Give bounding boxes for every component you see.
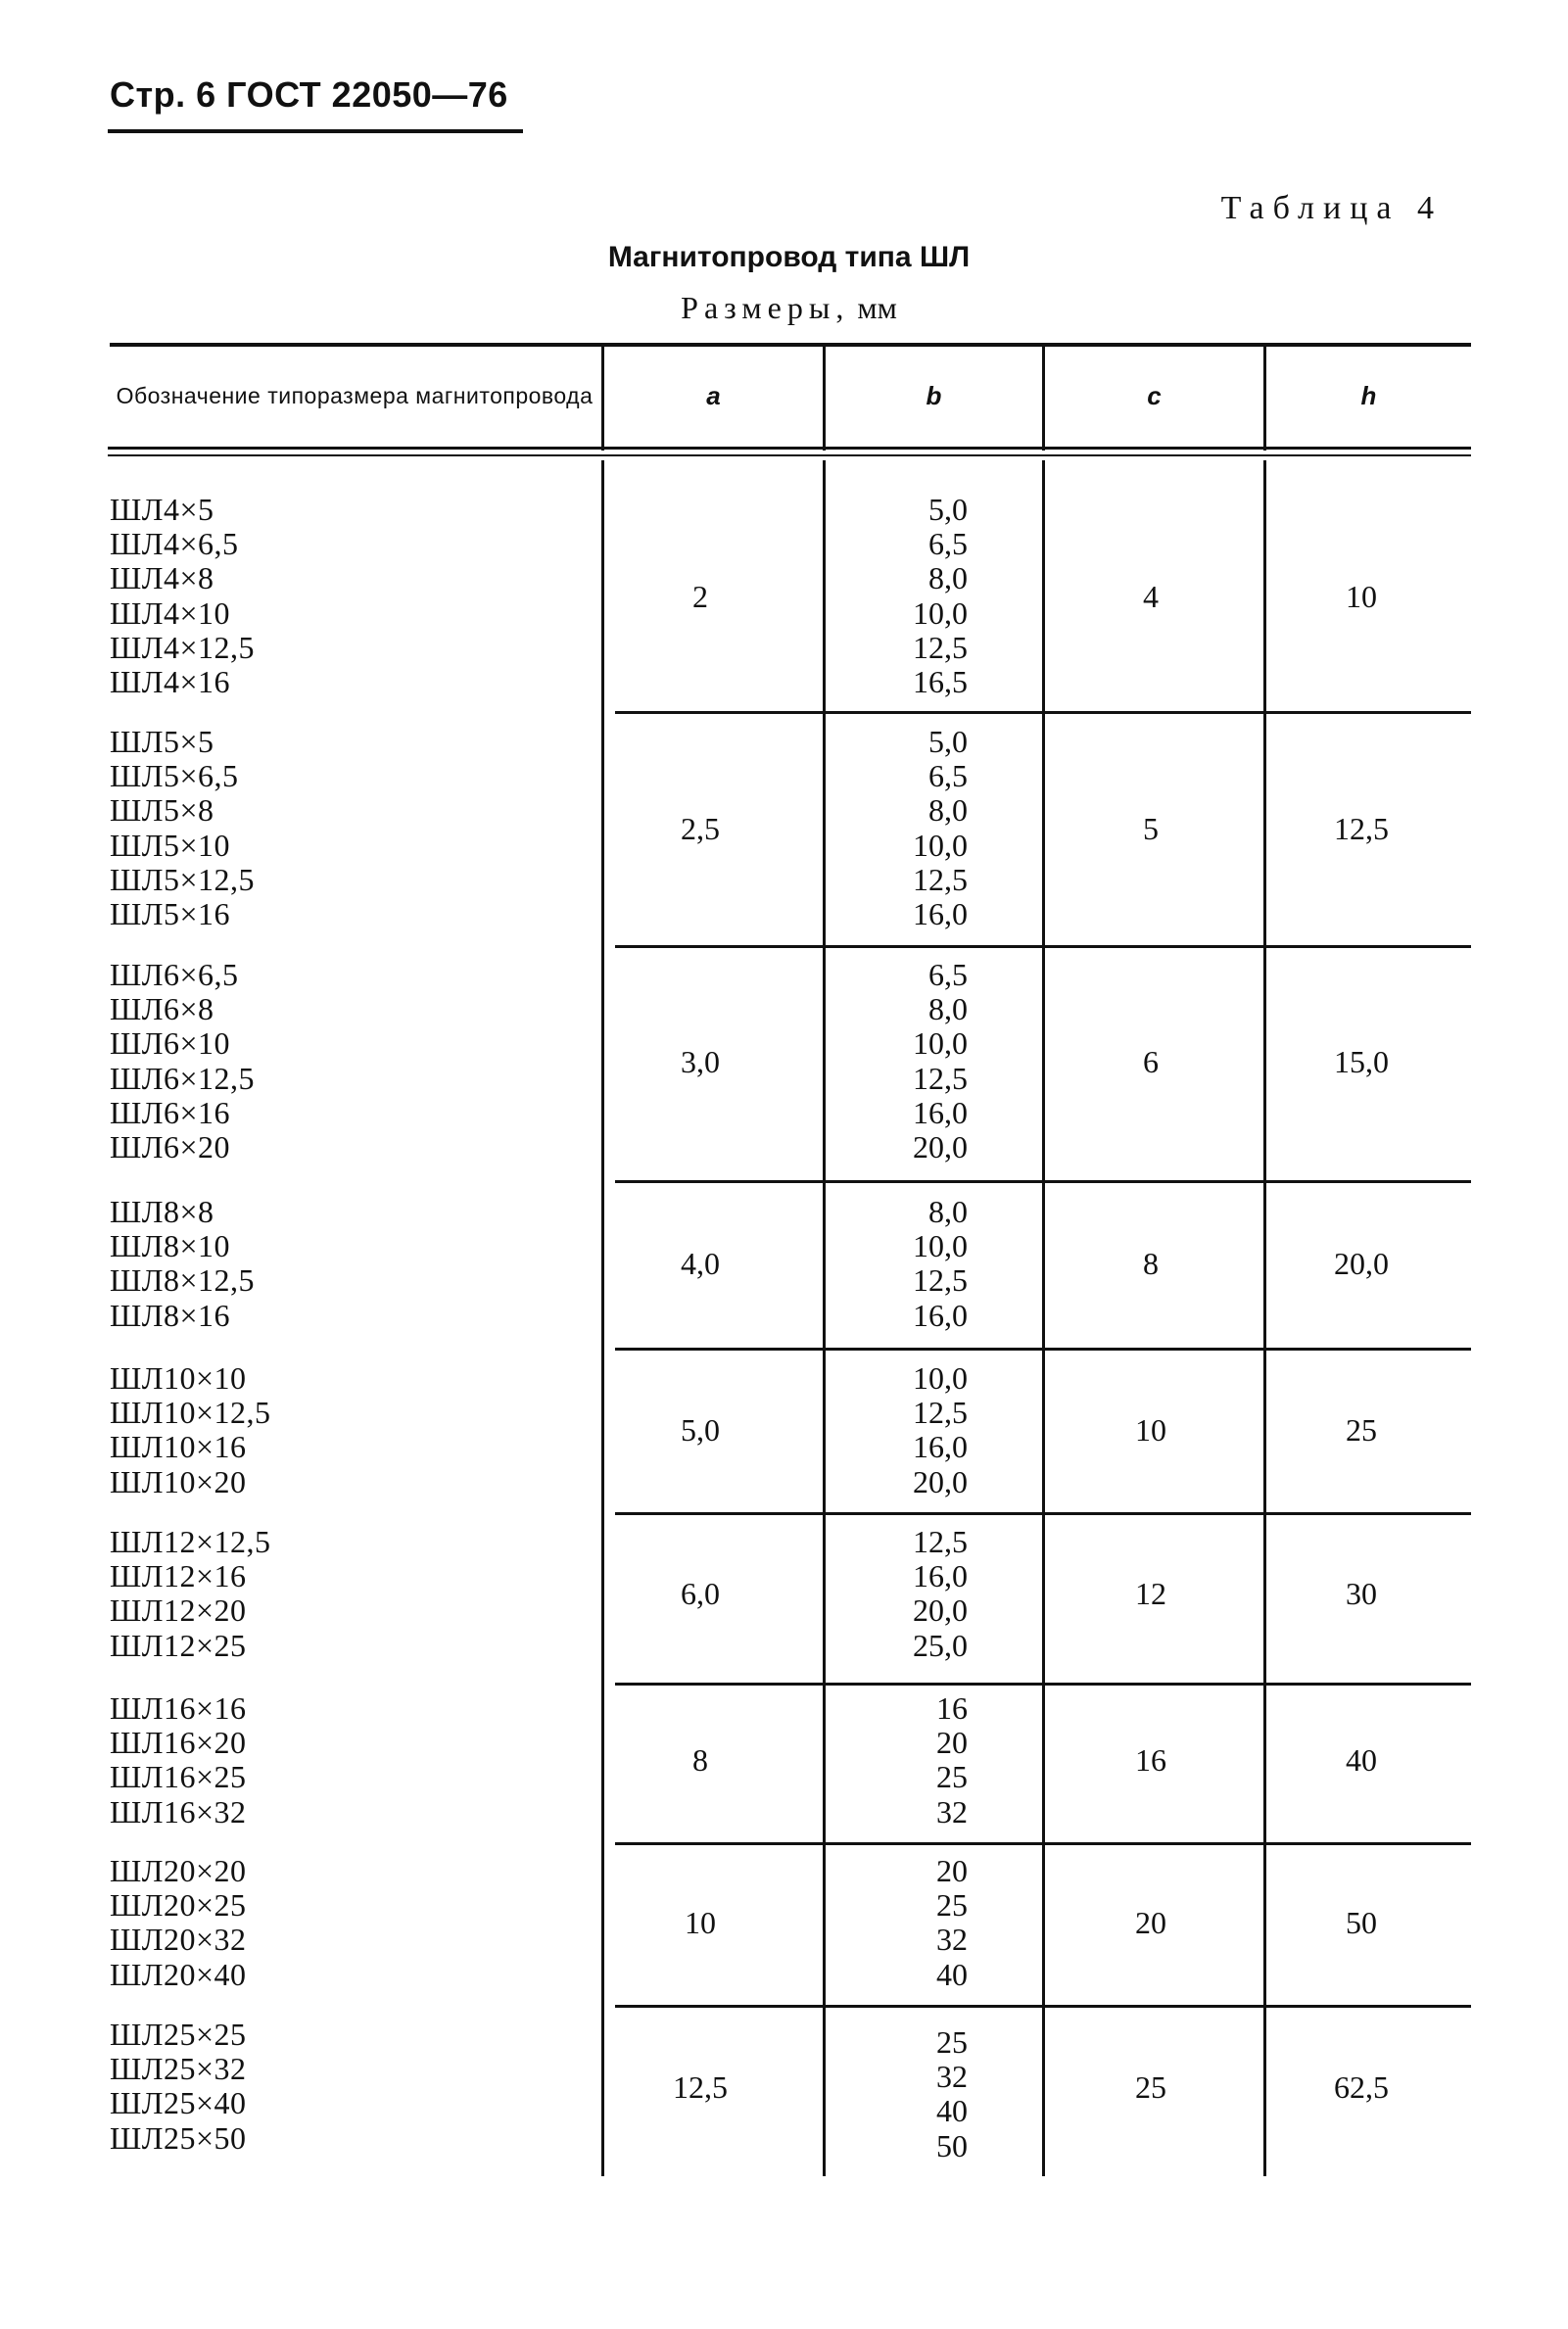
table-group <box>0 493 1568 700</box>
designation: ШЛ8×10 <box>110 1228 231 1264</box>
value-c: 6 <box>1143 1043 1159 1079</box>
b-value-list <box>819 1525 968 1663</box>
value-b: 12,5 <box>913 629 968 665</box>
designation: ШЛ8×16 <box>110 1297 231 1333</box>
table-units <box>0 290 1568 326</box>
value-b: 5,0 <box>928 492 968 527</box>
designation: ШЛ5×8 <box>110 792 214 829</box>
designation-list <box>110 2018 247 2156</box>
value-a: 2 <box>692 578 708 614</box>
value-h: 20,0 <box>1334 1246 1389 1281</box>
designation: ШЛ6×20 <box>110 1129 231 1165</box>
units-word: Размеры, <box>681 290 850 325</box>
header-rule <box>108 129 523 133</box>
value-b: 10,0 <box>913 594 968 631</box>
value-b: 50 <box>936 2127 968 2163</box>
b-value-list <box>819 1691 968 1830</box>
designation-list <box>110 1361 271 1499</box>
designation: ШЛ12×12,5 <box>110 1524 271 1559</box>
value-b: 20 <box>936 1725 968 1761</box>
b-value-list <box>819 1361 968 1499</box>
b-value-list <box>819 1854 968 1992</box>
designation: ШЛ12×20 <box>110 1592 247 1629</box>
value-b: 8,0 <box>928 560 968 596</box>
column-header-b: b <box>926 380 942 410</box>
table-number: Таблица 4 <box>1220 190 1443 226</box>
table-group <box>0 2017 1568 2163</box>
designation-list <box>110 1854 247 1992</box>
group-separator <box>615 1683 1471 1686</box>
designation: ШЛ10×12,5 <box>110 1395 271 1431</box>
value-c: 8 <box>1143 1246 1159 1281</box>
designation: ШЛ10×16 <box>110 1429 247 1465</box>
value-h: 30 <box>1346 1576 1377 1611</box>
designation: ШЛ16×32 <box>110 1793 247 1830</box>
designation: ШЛ10×10 <box>110 1360 247 1396</box>
value-b: 10,0 <box>913 1228 968 1264</box>
table-group <box>0 1691 1568 1830</box>
table-group <box>0 1854 1568 1992</box>
value-b: 12,5 <box>913 861 968 897</box>
designation-list <box>110 1195 255 1333</box>
designation: ШЛ6×6,5 <box>110 957 239 992</box>
value-h: 12,5 <box>1334 810 1389 846</box>
value-c: 16 <box>1135 1742 1166 1778</box>
designation-list <box>110 958 255 1164</box>
value-h: 40 <box>1346 1742 1377 1778</box>
value-b: 20,0 <box>913 1592 968 1629</box>
value-b: 25 <box>936 2024 968 2060</box>
designation: ШЛ12×16 <box>110 1558 247 1594</box>
column-header-c: c <box>1147 380 1162 410</box>
value-h: 62,5 <box>1334 2068 1389 2105</box>
designation: ШЛ25×50 <box>110 2119 247 2156</box>
value-h: 15,0 <box>1334 1043 1389 1079</box>
value-b: 10,0 <box>913 1025 968 1062</box>
designation: ШЛ4×5 <box>110 492 214 527</box>
value-b: 6,5 <box>928 526 968 562</box>
value-a: 8 <box>692 1742 708 1778</box>
value-a: 4,0 <box>681 1246 720 1281</box>
table-title: Магнитопровод типа ШЛ <box>607 241 971 273</box>
value-b: 16,0 <box>913 1558 968 1594</box>
designation: ШЛ12×25 <box>110 1627 247 1663</box>
group-separator <box>615 1842 1471 1845</box>
designation: ШЛ8×8 <box>110 1194 214 1229</box>
designation: ШЛ5×16 <box>110 896 231 932</box>
designation: ШЛ25×40 <box>110 2085 247 2121</box>
designation: ШЛ5×10 <box>110 827 231 863</box>
designation: ШЛ25×25 <box>110 2017 247 2052</box>
value-c: 5 <box>1143 810 1159 846</box>
designation: ШЛ5×5 <box>110 724 214 759</box>
b-value-list <box>819 493 968 699</box>
value-b: 20,0 <box>913 1463 968 1499</box>
value-b: 16,0 <box>913 1094 968 1130</box>
header-bottom-rule <box>108 447 1471 450</box>
value-b: 6,5 <box>928 758 968 794</box>
value-b: 32 <box>936 1922 968 1958</box>
value-b: 16,0 <box>913 896 968 932</box>
designation: ШЛ5×6,5 <box>110 758 239 794</box>
designation: ШЛ4×6,5 <box>110 526 239 562</box>
column-header-h: h <box>1360 380 1377 410</box>
value-b: 12,5 <box>913 1524 968 1559</box>
designation: ШЛ20×40 <box>110 1956 247 1992</box>
value-b: 5,0 <box>928 724 968 759</box>
value-c: 20 <box>1135 1905 1166 1940</box>
units-value: мм <box>857 290 897 325</box>
value-a: 2,5 <box>681 810 720 846</box>
value-b: 8,0 <box>928 792 968 829</box>
group-separator <box>615 1348 1471 1351</box>
designation-list <box>110 725 255 931</box>
value-h: 25 <box>1346 1412 1377 1448</box>
header-bottom-rule-2 <box>108 454 1471 456</box>
designation: ШЛ4×8 <box>110 560 214 596</box>
designation: ШЛ20×32 <box>110 1922 247 1958</box>
value-c: 4 <box>1143 578 1159 614</box>
group-separator <box>615 711 1471 714</box>
designation: ШЛ20×25 <box>110 1887 247 1924</box>
value-b: 32 <box>936 2059 968 2095</box>
designation-list <box>110 493 255 699</box>
designation: ШЛ16×20 <box>110 1725 247 1761</box>
designation: ШЛ16×25 <box>110 1759 247 1795</box>
designation: ШЛ6×10 <box>110 1025 231 1062</box>
value-c: 12 <box>1135 1576 1166 1611</box>
table-group <box>0 958 1568 1165</box>
designation-list <box>110 1525 271 1663</box>
designation: ШЛ6×8 <box>110 991 214 1027</box>
b-value-list <box>819 1195 968 1333</box>
table-group <box>0 725 1568 932</box>
value-b: 20 <box>936 1853 968 1888</box>
value-b: 25 <box>936 1759 968 1795</box>
table-group <box>0 1361 1568 1499</box>
value-b: 12,5 <box>913 1262 968 1299</box>
value-h: 10 <box>1346 578 1377 614</box>
designation: ШЛ6×12,5 <box>110 1060 256 1096</box>
group-separator <box>615 1512 1471 1515</box>
value-b: 20,0 <box>913 1129 968 1165</box>
value-b: 16,5 <box>913 664 968 700</box>
value-b: 40 <box>936 2093 968 2129</box>
designation: ШЛ25×32 <box>110 2051 247 2087</box>
designation: ШЛ16×16 <box>110 1690 247 1726</box>
value-b: 8,0 <box>928 991 968 1027</box>
group-separator <box>615 2005 1471 2008</box>
value-b: 12,5 <box>913 1395 968 1431</box>
value-b: 10,0 <box>913 827 968 863</box>
page-reference: Стр. 6 ГОСТ 22050—76 <box>110 74 508 115</box>
table-group <box>0 1525 1568 1663</box>
value-b: 16,0 <box>913 1297 968 1333</box>
designation: ШЛ8×12,5 <box>110 1262 256 1299</box>
value-c: 10 <box>1135 1412 1166 1448</box>
value-b: 25 <box>936 1887 968 1924</box>
value-a: 3,0 <box>681 1043 720 1079</box>
table-group <box>0 1195 1568 1333</box>
designation: ШЛ4×16 <box>110 664 231 700</box>
b-value-list <box>819 725 968 931</box>
group-separator <box>615 945 1471 948</box>
designation: ШЛ10×20 <box>110 1463 247 1499</box>
value-b: 10,0 <box>913 1360 968 1396</box>
value-b: 8,0 <box>928 1194 968 1229</box>
b-value-list <box>819 958 968 1164</box>
designation-list <box>110 1691 247 1830</box>
value-a: 10 <box>685 1905 716 1940</box>
value-a: 6,0 <box>681 1576 720 1611</box>
value-b: 25,0 <box>913 1627 968 1663</box>
value-h: 50 <box>1346 1905 1377 1940</box>
value-b: 6,5 <box>928 957 968 992</box>
designation: ШЛ6×16 <box>110 1094 231 1130</box>
value-a: 5,0 <box>681 1412 720 1448</box>
value-b: 12,5 <box>913 1060 968 1096</box>
designation: ШЛ4×12,5 <box>110 629 256 665</box>
designation: ШЛ5×12,5 <box>110 861 256 897</box>
value-c: 25 <box>1135 2068 1166 2105</box>
value-a: 12,5 <box>673 2068 728 2105</box>
column-header-designation: Обозначение типоразмера магнитопровода <box>116 382 594 408</box>
value-b: 16 <box>936 1690 968 1726</box>
value-b: 32 <box>936 1793 968 1830</box>
designation: ШЛ20×20 <box>110 1853 247 1888</box>
value-b: 40 <box>936 1956 968 1992</box>
group-separator <box>615 1180 1471 1183</box>
designation: ШЛ4×10 <box>110 594 231 631</box>
b-value-list <box>819 2025 968 2163</box>
column-header-a: a <box>706 380 721 410</box>
value-b: 16,0 <box>913 1429 968 1465</box>
